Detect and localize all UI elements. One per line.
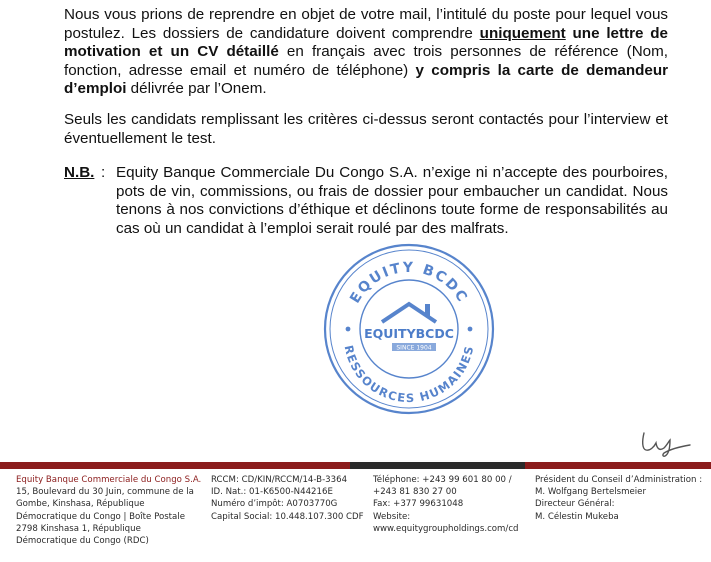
footer-share-capital: Capital Social: 10.448.107.300 CDF [211,511,364,522]
nb-disclaimer-text: Equity Banque Commerciale Du Congo S.A. n’exige ni n’accepte des pourboires, pots de vin, commissions, ou frais de dossier pour embaucher un candidat. Nous tenons à nos convictions d’éthique et déclinons toute forme de responsabilités au cas où un candidat à l’emploi serait roulé par des malfrats. [116,164,668,237]
footer-company-address [16,474,201,547]
p1-text-2: en français avec trois personnes de référence (Nom, fonction, adresse email et numéro de téléphone) [64,43,668,79]
footer-id-nat: ID. Nat.: 01-K6500-N44216E [211,487,333,498]
footer-tax-number: Numéro d’impôt: A0703770G [211,499,338,510]
p1-bold-cv-letter: une lettre de motivation et un CV détaillé [64,24,668,61]
stamp-logo-text: EQUITYBCDC [364,326,454,341]
footer-address-line: 2798 Kinshasa 1, République [16,523,141,534]
footer-rccm: RCCM: CD/KIN/RCCM/14-B-3364 [211,475,348,485]
stamp-since-text: SINCE 1904 [396,344,432,352]
footer-address-line: Démocratique du Congo | Boîte Postale [16,511,185,522]
footer-chairman-title: Président du Conseil d’Administration : [535,475,703,485]
footer-ceo-name: M. Célestin Mukeba [535,511,619,522]
footer-website-label: Website: [373,511,411,522]
footer-address-line: 15, Boulevard du 30 Juin, commune de la [16,487,194,498]
footer-phone-2: +243 81 830 27 00 [373,487,457,498]
footer-color-bar [0,462,711,469]
footer-fax: Fax: +377 99631048 [373,499,464,510]
footer-bar-seg-3 [350,462,525,469]
footer-phone: Téléphone: +243 99 601 80 00 / [373,475,512,485]
footer-bar-seg-2 [190,462,350,469]
nb-label: N.B. [64,164,95,181]
stamp-bottom-arc-text: RESSOURCES HUMAINES [341,343,477,406]
p1-bold-job-seeker-card: y compris la carte de demandeur d’emploi [64,61,669,98]
footer-registration-info [211,474,364,523]
stamp-top-arc-text: EQUITY BCDC [347,260,471,307]
footer-contact-info [373,474,519,535]
footer-address-line: Démocratique du Congo (RDC) [16,536,149,547]
p1-emphasis-uniquement: uniquement [479,24,566,42]
p1-text-3: délivrée par l’Onem. [126,80,267,98]
p1-text-1: Nous vous prions de reprendre en objet de votre mail, l’intitulé du poste pour lequel vous postulez. Les dossiers de candidature doivent comprendre [64,6,668,42]
footer-chairman-name: M. Wolfgang Bertelsmeier [535,487,647,498]
footer-bar-seg-4 [525,462,711,469]
handwritten-signature [636,423,698,459]
footer-bar-seg-1 [0,462,190,469]
nb-colon: : [101,164,106,181]
equity-house-logo-icon [382,304,436,322]
paragraph-selection-notice: Seuls les candidats remplissant les critères ci-dessus seront contactés pour l’interview et éventuellement le test. [64,111,668,147]
footer-website-url: www.equitygroupholdings.com/cd [373,523,519,534]
footer-company-name: Equity Banque Commerciale du Congo S.A. [16,475,202,485]
footer-ceo-title: Directeur Général: [535,499,615,510]
paragraph-application-instructions [64,6,668,99]
footer-management-info [535,474,702,523]
footer-address-line: Gombe, Kinshasa, République [16,499,145,510]
hr-stamp [322,242,496,416]
